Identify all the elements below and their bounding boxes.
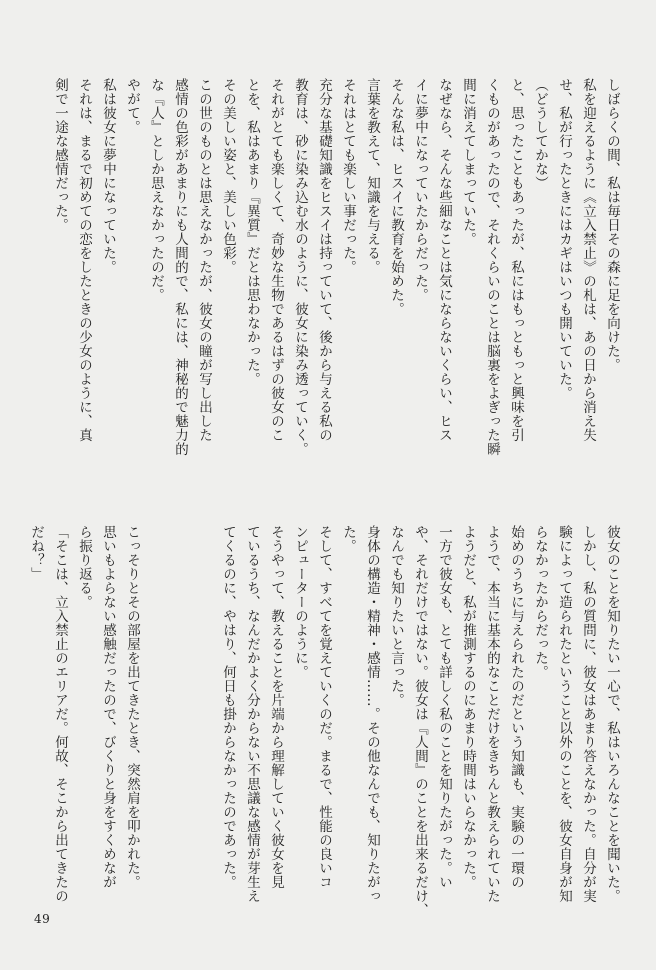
- text-line: 一方で彼女も、とても詳しく私のことを知りたがった。い: [436, 525, 452, 889]
- text-line: ているうち、なんだかよく分からない不思議な感情が芽生え: [244, 525, 260, 903]
- top-text-block: [34, 78, 624, 470]
- text-line: やがて。: [124, 78, 140, 134]
- text-line: ンピューターのように。: [292, 525, 308, 679]
- text-line: とを、私はあまり『異質』だとは思わなかった。: [244, 78, 260, 386]
- text-line: それはとても楽しい事だった。: [340, 78, 356, 274]
- text-line: てくるのに、やはり、何日も掛からなかったのであった。: [220, 525, 236, 889]
- text-line: 剣で一途な感情だった。: [52, 78, 68, 232]
- text-line: そうやって、教えることを片端から理解していく彼女を見: [268, 525, 284, 889]
- text-line: や、それだけではない。彼女は『人間』のことを出来るだけ、: [412, 525, 428, 917]
- text-line: だね？」: [28, 525, 44, 581]
- text-line: [192, 525, 216, 917]
- text-line: なんでも知りたいと言った。: [388, 525, 404, 707]
- text-line: ようで、本当に基本的なことだけをきちんと教えられていた: [484, 525, 500, 903]
- text-line: 充分な基礎知識をヒスイは持っていて、後から与える私の: [316, 78, 332, 442]
- text-line: くものがあったので、それくらいのことは脳裏をよぎった瞬: [484, 78, 500, 456]
- text-line: せ、私が行ったときにはカギはいつも開いていた。: [556, 78, 572, 400]
- text-line: ら振り返る。: [76, 525, 92, 609]
- text-line: 「そこは、立入禁止のエリアだ。何故、そこから出てきたの: [52, 525, 68, 903]
- text-line: なぜなら、そんな些細なことは気にならないくらい、ヒス: [436, 78, 452, 442]
- text-line: それがとても楽しくて、奇妙な生物であるはずの彼女のこ: [268, 78, 284, 442]
- text-line: ようだと、私が推測するのにあまり時間はいらなかった。: [460, 525, 476, 889]
- text-line: 始めのうちに与えられたのだという知識も、実験の一環の: [508, 525, 524, 889]
- text-line: こっそりとその部屋を出てきたとき、突然肩を叩かれた。: [124, 525, 140, 889]
- text-line: それは、まるで初めての恋をしたときの少女のように、真: [76, 78, 92, 442]
- text-line: 身体の構造・精神・感情……。その他なんでも、知りたがっ: [364, 525, 380, 903]
- text-line: その美しい姿と、美しい色彩。: [220, 78, 236, 274]
- text-line: 言葉を教えて、知識を与える。: [364, 78, 380, 274]
- text-line: な『人』としか思えなかったのだ。: [148, 78, 164, 302]
- text-line: （どうしてかな）: [532, 78, 548, 190]
- text-line: しばらくの間、私は毎日その森に足を向けた。: [604, 78, 620, 372]
- bottom-text-block: [28, 525, 624, 917]
- text-line: 感情の色彩があまりにも人間的で、私には、神秘的で魅力的: [172, 78, 188, 456]
- text-line: 験によって造られたということ以外のことを、彼女自身が知: [556, 525, 572, 903]
- text-line: 彼女のことを知りたい一心で、私はいろんなことを聞いた。: [604, 525, 620, 903]
- text-line: そんな私は、ヒスイに教育を始めた。: [388, 78, 404, 316]
- text-line: [168, 525, 192, 917]
- text-line: イに夢中になっていたからだった。: [412, 78, 428, 302]
- text-line: この世のものとは思えなかったが、彼女の瞳が写し出した: [196, 78, 212, 442]
- text-line: 教育は、砂に染み込む水のように、彼女に染み透っていく。: [292, 78, 308, 456]
- text-line: た。: [340, 525, 356, 553]
- page-number: 49: [34, 912, 51, 926]
- text-line: そして、すべてを覚えていくのだ。まるで、性能の良いコ: [316, 525, 332, 889]
- text-line: [144, 525, 168, 917]
- text-line: らなかったからだった。: [532, 525, 548, 679]
- text-line: 私を迎えるように《立入禁止》の札は、あの日から消え失: [580, 78, 596, 442]
- text-line: しかし、私の質問に、彼女はあまり答えなかった。自分が実: [580, 525, 596, 903]
- text-line: 思いもよらない感触だったので、びくりと身をすくめなが: [100, 525, 116, 889]
- text-line: と、思ったこともあったが、私にはもっともっと興味を引: [508, 78, 524, 442]
- text-line: 間に消えてしまっていた。: [460, 78, 476, 246]
- text-line: 私は彼女に夢中になっていた。: [100, 78, 116, 274]
